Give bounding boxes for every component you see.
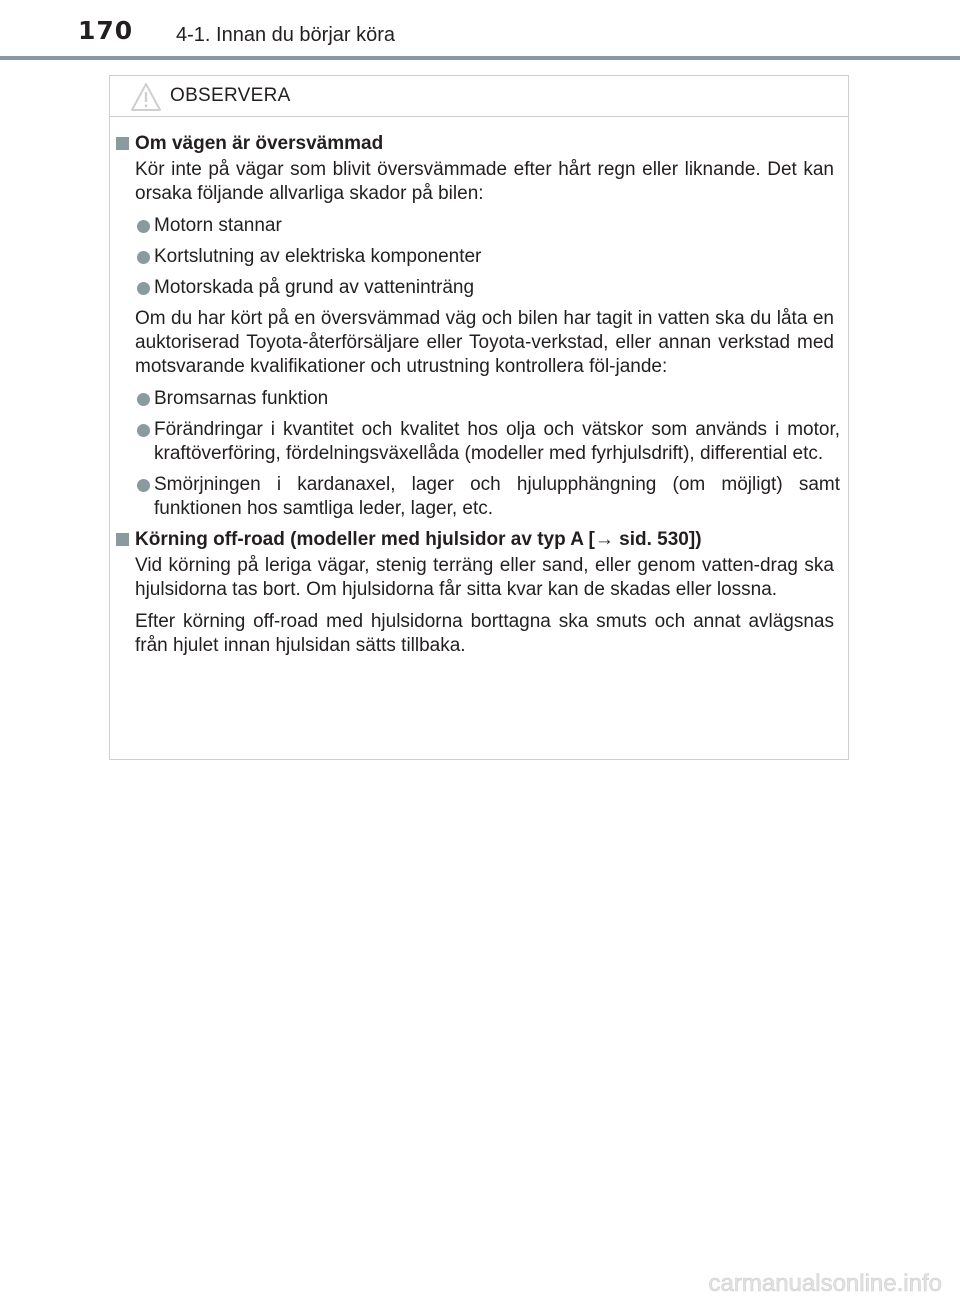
warning-triangle-icon: [130, 82, 162, 112]
list-item-text: Motorn stannar: [154, 215, 282, 236]
list-item: [110, 418, 840, 466]
paragraph: Vid körning på leriga vägar, stenig terräng eller sand, eller genom vatten-drag ska hjulsidorna tas bort. Om hjulsidorna får sitta kvar kan de skadas eller lossna.: [135, 555, 834, 600]
watermark-logo: [706, 1265, 946, 1299]
list-item-text: Förändringar i kvantitet och kvalitet hos olja och vätskor som används i motor, kraftöverföring, fördelningsväxellåda (modeller med fyrhjulsdrift), differential etc.: [154, 419, 840, 464]
section-heading-off-road: [110, 528, 848, 552]
list-item-text: Kortslutning av elektriska komponenter: [154, 246, 482, 267]
list-item-text: Bromsarnas funktion: [154, 388, 329, 409]
round-bullet-icon: [137, 220, 150, 233]
square-bullet-icon: [116, 137, 129, 150]
section-heading-text: Körning off-road (modeller med hjulsidor av typ A [→ sid. 530]): [135, 529, 702, 550]
paragraph: Kör inte på vägar som blivit översvämmade efter hårt regn eller liknande. Det kan orsaka följande allvarliga skador på bilen:: [135, 159, 834, 204]
list-item: [110, 387, 840, 411]
section-title: 4-1. Innan du börjar köra: [176, 24, 396, 46]
round-bullet-icon: [137, 424, 150, 437]
round-bullet-icon: [137, 251, 150, 264]
notice-content: [110, 132, 848, 666]
page-header: [0, 0, 960, 60]
section-heading-flooded-road: [110, 132, 848, 156]
round-bullet-icon: [137, 393, 150, 406]
header-rule: [0, 56, 960, 60]
round-bullet-icon: [137, 479, 150, 492]
list-item-text: Motorskada på grund av vatteninträng: [154, 277, 475, 298]
notice-title: OBSERVERA: [170, 85, 291, 106]
list-item: [110, 473, 840, 521]
list-item: [110, 245, 840, 269]
caution-notice-box: [109, 75, 849, 760]
notice-header: [110, 76, 848, 117]
list-item: [110, 214, 840, 238]
list-item: [110, 276, 840, 300]
page-number: 170: [78, 16, 134, 45]
square-bullet-icon: [116, 533, 129, 546]
svg-text:carmanualsonline.info: carmanualsonline.info: [708, 1270, 942, 1297]
round-bullet-icon: [137, 282, 150, 295]
paragraph: Om du har kört på en översvämmad väg och bilen har tagit in vatten ska du låta en auktoriserad Toyota-återförsäljare eller Toyota-verkstad, eller annan verkstad med motsvarande kvalifikationer och utrustning kontrollera föl-jande:: [135, 308, 834, 377]
paragraph: Efter körning off-road med hjulsidorna borttagna ska smuts och annat avlägsnas från hjulet innan hjulsidan sätts tillbaka.: [135, 611, 834, 656]
section-heading-text: Om vägen är översvämmad: [135, 133, 384, 154]
list-item-text: Smörjningen i kardanaxel, lager och hjulupphängning (om möjligt) samt funktionen hos samtliga leder, lager, etc.: [154, 474, 840, 519]
